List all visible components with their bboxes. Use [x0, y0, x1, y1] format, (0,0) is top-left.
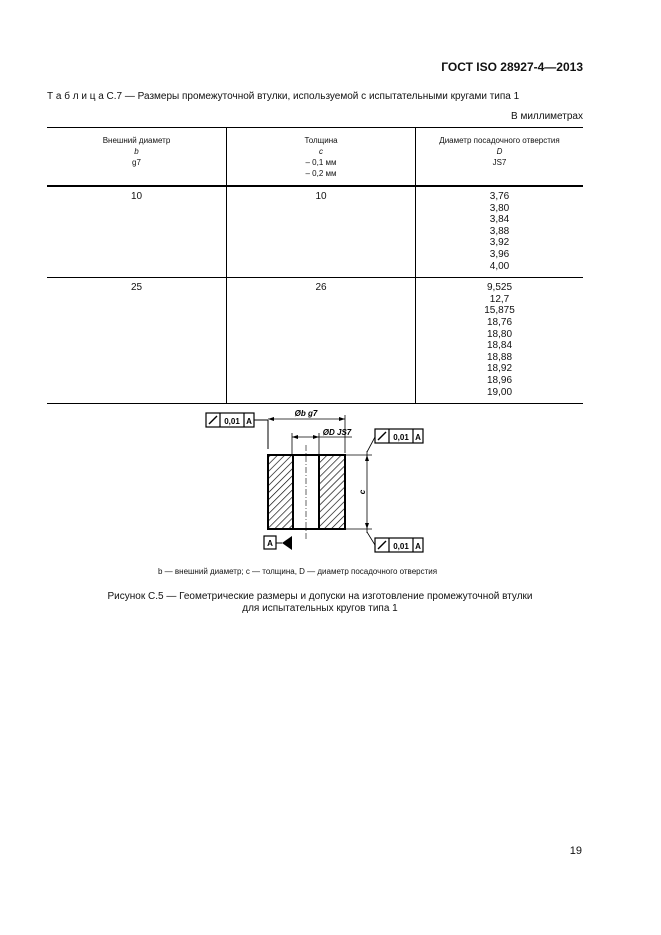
bore-value: 19,00 — [486, 386, 513, 398]
column-symbol: c — [319, 147, 323, 156]
bore-value: 18,96 — [486, 374, 513, 386]
bore-value: 3,84 — [489, 214, 510, 226]
tolerance-frame-top-left — [206, 413, 268, 449]
column-header-thickness — [227, 128, 416, 187]
bore-value: 18,88 — [486, 351, 513, 363]
cell-outer-diameter: 25 — [47, 278, 227, 404]
figure-legend: b — внешний диаметр; c — толщина, D — диаметр посадочного отверстия — [158, 567, 438, 576]
bore-value: 18,84 — [486, 340, 513, 352]
bore-value: 18,92 — [486, 363, 513, 375]
datum-ref: A — [415, 433, 421, 442]
column-symbol: D — [496, 147, 503, 156]
datum-ref: A — [415, 542, 421, 551]
units-note: В миллиметрах — [511, 111, 583, 122]
figure-caption-line1: Рисунок С.5 — Геометрические размеры и допуски на изготовление промежуточной втулки — [107, 591, 533, 602]
column-title: Толщина — [304, 136, 338, 145]
cell-thickness: 10 — [227, 186, 416, 278]
column-header-outer-diameter — [47, 128, 227, 187]
bore-value: 3,80 — [489, 202, 510, 214]
document-standard-id: ГОСТ ISO 28927-4—2013 — [441, 60, 583, 74]
table-row — [47, 186, 583, 278]
tolerance-frame-right-bottom — [367, 532, 423, 552]
datum-label: A — [267, 539, 273, 548]
dimensions-table — [47, 127, 583, 404]
table-row — [47, 278, 583, 404]
thickness-dimension — [345, 451, 372, 533]
bore-value: 3,76 — [489, 191, 510, 202]
cell-outer-diameter: 10 — [47, 186, 227, 278]
cell-bore-list — [416, 186, 584, 278]
tolerance-value: 0,01 — [393, 433, 409, 442]
tolerance-value: 0,01 — [393, 542, 409, 551]
page-number: 19 — [569, 845, 582, 857]
thickness-label: c — [358, 489, 367, 495]
figure-caption — [100, 591, 540, 615]
spacer-drawing — [200, 405, 440, 560]
column-tolerance-lower: – 0,2 мм — [305, 169, 337, 178]
bore-value: 3,88 — [489, 225, 510, 237]
column-header-bore-diameter — [416, 128, 584, 187]
tolerance-value: 0,01 — [224, 417, 240, 426]
column-tolerance: JS7 — [492, 158, 507, 167]
bore-value: 18,80 — [486, 328, 513, 340]
datum-a-symbol — [264, 536, 292, 550]
datum-triangle-icon — [282, 536, 292, 550]
bore-value: 9,525 — [486, 282, 513, 294]
column-title: Внешний диаметр — [102, 136, 171, 145]
bore-diameter-dimension — [292, 428, 352, 455]
column-symbol: b — [134, 147, 139, 156]
bore-diameter-label: ØD JS7 — [322, 428, 352, 437]
table-header-row — [47, 128, 583, 187]
datum-ref: A — [246, 417, 252, 426]
table-caption: Т а б л и ц а С.7 — Размеры промежуточной втулки, используемой с испытательными кругами типа 1 — [47, 91, 520, 102]
tolerance-frame-right-top — [367, 429, 423, 452]
column-title: Диаметр посадочного отверстия — [439, 136, 560, 145]
cell-thickness: 26 — [227, 278, 416, 404]
column-tolerance-upper: – 0,1 мм — [305, 158, 337, 167]
bore-value: 12,7 — [489, 293, 510, 305]
column-tolerance: g7 — [132, 158, 141, 167]
figure-caption-line2: для испытательных кругов типа 1 — [242, 603, 398, 614]
outer-diameter-label: Øb g7 — [294, 409, 318, 418]
bore-value: 3,92 — [489, 237, 510, 249]
cell-bore-list — [416, 278, 584, 404]
bore-value: 18,76 — [486, 316, 513, 328]
bore-value: 15,875 — [484, 305, 515, 317]
bore-value: 3,96 — [489, 248, 510, 260]
spacer-cross-section — [268, 445, 345, 539]
bore-value: 4,00 — [489, 260, 510, 272]
